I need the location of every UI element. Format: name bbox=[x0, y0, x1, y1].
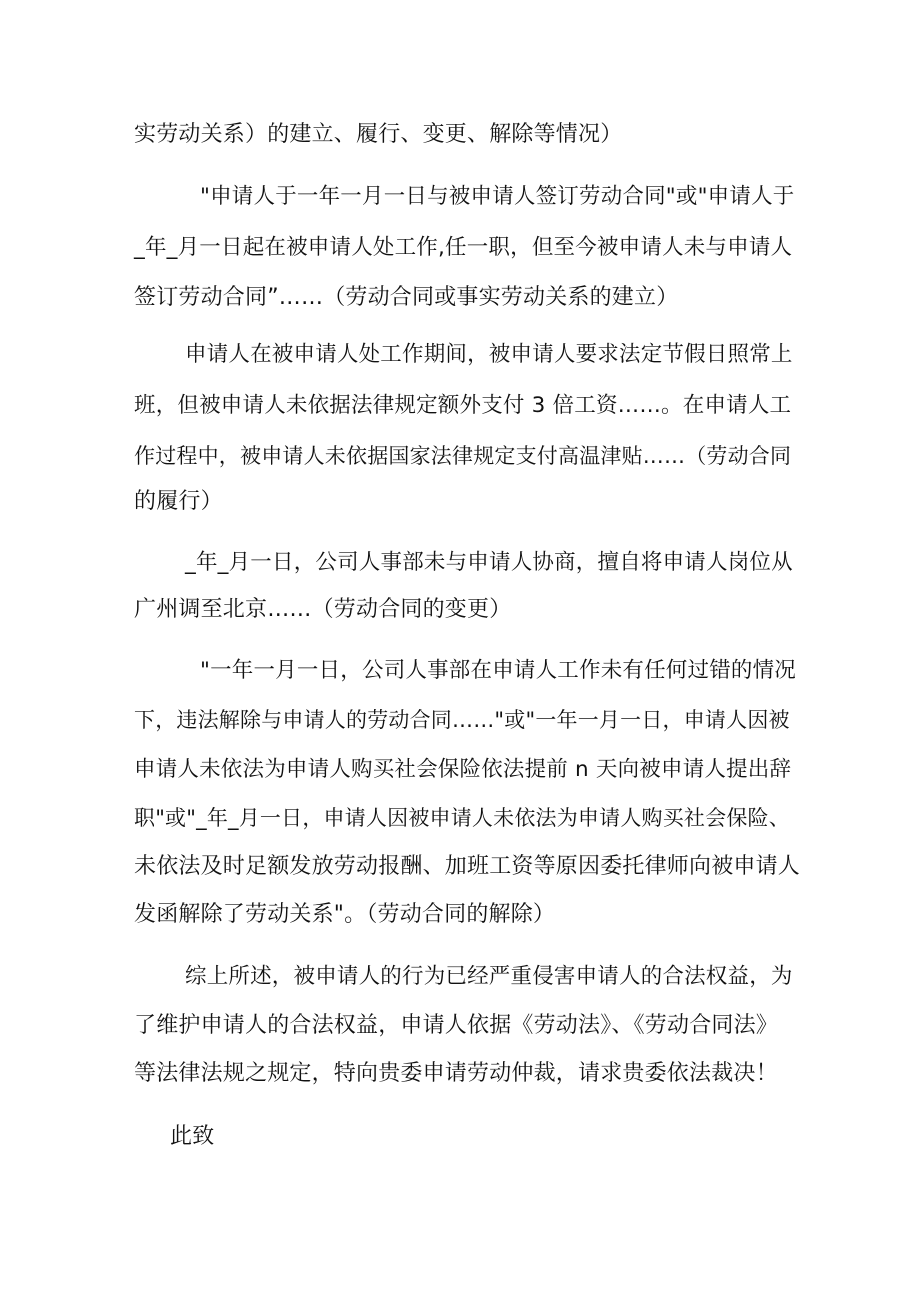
text-line: 广州调至北京……（劳动合同的变更） bbox=[134, 597, 512, 622]
text-line: "一年一月一日，公司人事部在申请人工作未有任何过错的情况 bbox=[200, 658, 796, 683]
text-line: 签订劳动合同”……（劳动合同或事实劳动关系的建立） bbox=[134, 285, 679, 310]
text-line: 下，违法解除与申请人的劳动合同……"或"一年一月一日，申请人因被 bbox=[134, 708, 790, 732]
text-line: 班，但被申请人未依据法律规定额外支付 3 倍工资……。在申请人工 bbox=[134, 393, 792, 418]
text-line: 综上所述，被申请人的行为已经严重侵害申请人的合法权益，为 bbox=[185, 964, 793, 989]
text-line: 职"或"_年_月一日，申请人因被申请人未依法为申请人购买社会保险、 bbox=[134, 806, 790, 830]
text-line: 等法律法规之规定，特向贵委申请劳动仲裁，请求贵委依法裁决！ bbox=[134, 1061, 778, 1086]
text-line: 作过程中，被申请人未依据国家法律规定支付高温津贴……（劳动合同 bbox=[134, 444, 792, 468]
text-line: "申请人于一年一月一日与被申请人签订劳动合同"或"申请人于 bbox=[200, 184, 795, 209]
text-line: 申请人未依法为申请人购买社会保险依法提前 n 天向被申请人提出辞 bbox=[134, 757, 792, 782]
text-line: 的履行） bbox=[134, 489, 223, 514]
text-line: 实劳动关系）的建立、履行、变更、解除等情况） bbox=[134, 122, 623, 147]
text-line: _年_月一日，公司人事部未与申请人协商，擅自将申请人岗位从 bbox=[185, 550, 793, 575]
text-line: _年_月一日起在被申请人处工作,任一职，但至今被申请人未与申请人 bbox=[134, 235, 793, 260]
text-line: 此致 bbox=[170, 1124, 215, 1149]
text-line: 了维护申请人的合法权益，申请人依据《劳动法》、《劳动合同法》 bbox=[134, 1013, 779, 1038]
text-line: 申请人在被申请人处工作期间，被申请人要求法定节假日照常上 bbox=[185, 342, 793, 367]
text-line: 未依法及时足额发放劳动报酬、加班工资等原因委托律师向被申请人 bbox=[134, 854, 801, 879]
text-line: 发函解除了劳动关系"。（劳动合同的解除） bbox=[134, 902, 556, 927]
